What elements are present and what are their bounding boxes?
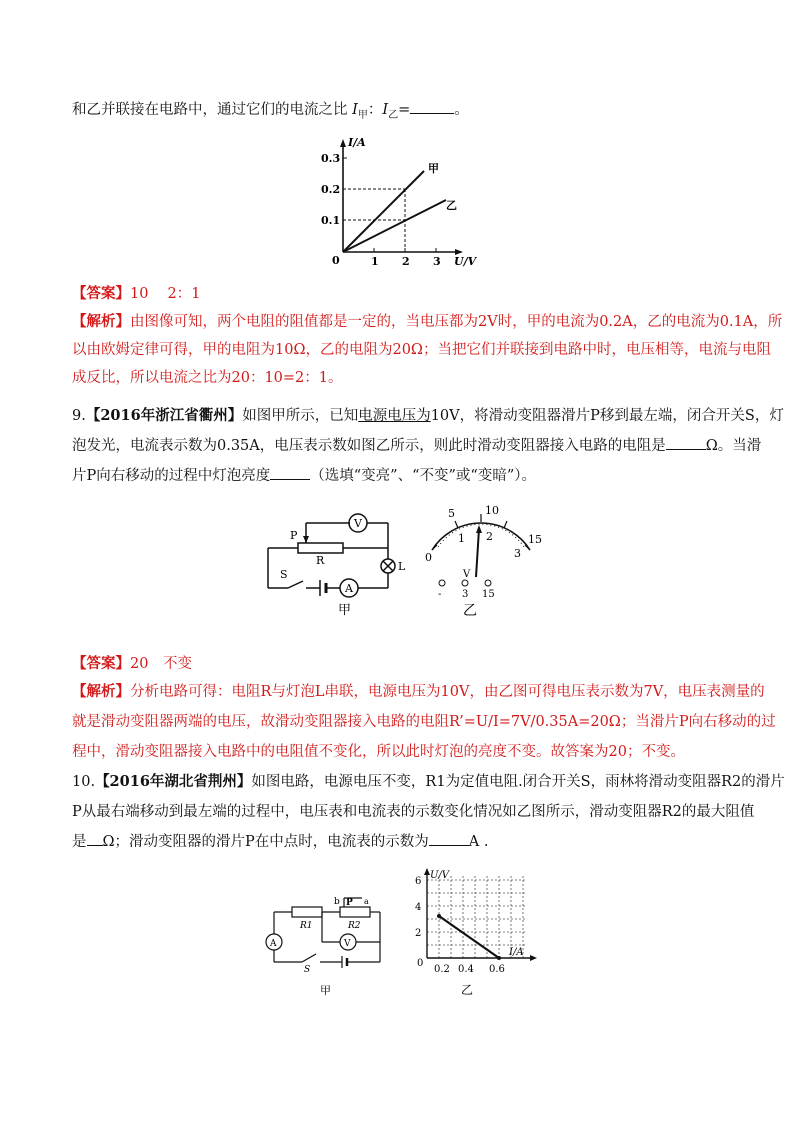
y-tick-label: 6 <box>415 876 422 887</box>
question-text: 是 <box>72 834 87 850</box>
question-number: 10. <box>72 774 96 790</box>
x-axis-label: U/V <box>454 255 477 268</box>
q10-circuit-diagram <box>262 890 392 1000</box>
figure-caption-yi: 乙 <box>463 603 477 619</box>
q10-question-line-2: P从最右端移动到最左端的过程中，电压表和电流表的示数变化情况如乙图所示，滑动变阻器R2的最大阻值 <box>72 804 755 820</box>
q9-question-line-3 <box>72 466 728 486</box>
scale-bottom-label: 3 <box>514 547 521 560</box>
q8-analysis-line-2: 以由欧姆定律可得，甲的电阻为10Ω，乙的电阻为20Ω；当把它们并联接到电路中时，电压相等，电流与电阻 <box>72 342 771 358</box>
question-text: Ω。当滑 <box>705 438 762 454</box>
question-text: 泡发光，电流表示数为0.35A，电压表示数如图乙所示，则此时滑动变阻器接入电路的电阻是 <box>72 438 666 454</box>
origin-label: 0 <box>332 254 340 267</box>
ammeter-label: A <box>345 582 353 595</box>
unit-label: V <box>463 569 471 580</box>
q10-ui-graph <box>405 866 540 1000</box>
q9-analysis-line-3: 程中，滑动变阻器接入电路中的电阻值不变化，所以此时灯泡的亮度不变。故答案为20；不变。 <box>72 744 685 760</box>
y-tick-label: 0.2 <box>321 183 341 196</box>
answer-tag: 【答案】 <box>72 285 130 302</box>
q9-circuit-diagram <box>258 508 418 620</box>
period: 。 <box>454 102 469 118</box>
q8-answer <box>72 284 728 304</box>
q9-analysis-line-1 <box>72 682 765 702</box>
figure-caption-jia: 甲 <box>320 984 331 997</box>
q9-analysis-line-2: 就是滑动变阻器两端的电压，故滑动变阻器接入电路的电阻R’=U/I=7V/0.35A=20Ω；当滑片P向右移动的过 <box>72 714 776 730</box>
ammeter-label: A <box>270 939 277 949</box>
underlined-text: 电源电压为 <box>358 408 431 424</box>
analysis-tag: 【解析】 <box>72 313 130 330</box>
series-label-yi: 乙 <box>446 199 457 212</box>
series-label-jia: 甲 <box>428 162 439 175</box>
origin-label: 0 <box>417 958 424 969</box>
question-number: 9. <box>72 408 86 424</box>
question-source: 【2016年湖北省荆州】 <box>95 773 252 790</box>
scale-top-label: 5 <box>448 507 455 520</box>
label-L: L <box>398 560 406 573</box>
q9-answer <box>72 654 728 674</box>
x-axis-label: I/A <box>509 947 524 958</box>
analysis-tag: 【解析】 <box>72 683 130 700</box>
scale-top-label: 15 <box>528 533 542 546</box>
answer-blank <box>270 479 310 480</box>
question-text: 片P向右移动的过程中灯泡亮度 <box>72 468 271 484</box>
y-axis-label: U/V <box>430 870 450 881</box>
label-P: P <box>290 529 298 542</box>
scale-bottom-label: 1 <box>458 532 465 545</box>
x-tick-label: 1 <box>371 255 379 268</box>
x-tick-label: 2 <box>402 255 410 268</box>
label-S: S <box>280 568 288 581</box>
q8-analysis-line-1 <box>72 312 783 332</box>
x-tick-label: 0.6 <box>489 964 505 975</box>
answer-blank <box>410 113 454 114</box>
iu-graph <box>318 134 478 272</box>
voltmeter-label: V <box>354 517 362 530</box>
answer-blank <box>429 845 469 846</box>
q8-analysis-line-3: 成反比，所以电流之比为20：10=2：1。 <box>72 370 343 386</box>
label-b: b <box>334 897 340 907</box>
analysis-text: 分析电路可得：电阻R与灯泡L串联，电源电压为10V，由乙图可得电压表示数为7V，电压表测量的 <box>130 684 765 700</box>
question-source: 【2016年浙江省衢州】 <box>85 407 243 424</box>
label-R: R <box>316 554 325 567</box>
current-symbol: I <box>382 102 389 118</box>
analysis-text: 由图像可知，两个电阻的阻值都是一定的，当电压都为2V时，甲的电流为0.2A，乙的电流为0.1A，所 <box>130 314 783 330</box>
current-symbol: I <box>352 102 358 118</box>
y-tick-label: 0.3 <box>321 152 341 165</box>
scale-top-label: 10 <box>485 505 499 517</box>
terminal-label: 3 <box>462 589 469 600</box>
x-tick-label: 3 <box>433 255 441 268</box>
subscript-yi: 乙 <box>388 109 399 121</box>
equals-sign: = <box>398 102 411 118</box>
answer-text: 10 2：1 <box>130 286 201 302</box>
scale-bottom-label: 2 <box>486 530 493 543</box>
voltmeter-label: V <box>344 939 351 949</box>
y-tick-label: 2 <box>415 928 422 939</box>
q9-voltmeter-dial <box>420 505 550 620</box>
answer-text: 20 不变 <box>130 656 192 672</box>
question-text: 如图电路，电源电压不变，R1为定值电阻.闭合开关S，雨林将滑动变阻器R2的滑片 <box>251 774 785 790</box>
q8-question-text: 和乙并联接在电路中，通过它们的电流之比 <box>72 102 353 118</box>
answer-tag: 【答案】 <box>72 655 130 672</box>
q10-question-line-1 <box>72 772 785 792</box>
x-tick-label: 0.2 <box>434 964 450 975</box>
q8-question-line <box>72 100 728 126</box>
figure-caption-yi: 乙 <box>461 983 474 997</box>
terminal-label: - <box>438 589 442 600</box>
y-axis-label: I/A <box>348 136 366 149</box>
label-P: P <box>346 898 353 908</box>
question-text: （选填“变亮”、“不变”或“变暗”）。 <box>310 468 536 484</box>
figure-caption-jia: 甲 <box>338 603 352 618</box>
y-tick-label: 0.1 <box>321 214 341 227</box>
label-R1: R1 <box>300 921 313 931</box>
q9-question-line-2 <box>72 436 762 456</box>
answer-blank <box>87 845 103 846</box>
y-tick-label: 4 <box>415 902 422 913</box>
ratio-colon: ： <box>367 102 383 118</box>
subscript-jia: 甲 <box>357 109 368 121</box>
question-text: Ω；滑动变阻器的滑片P在中点时，电流表的示数为 <box>102 834 429 850</box>
label-a: a <box>364 897 369 906</box>
x-tick-label: 0.4 <box>458 964 474 975</box>
question-text: 如图甲所示，已知 <box>242 408 359 424</box>
question-text: 10V，将滑动变阻器滑片P移到最左端，闭合开关S，灯 <box>430 408 784 424</box>
scale-bottom-label: 0 <box>425 551 432 564</box>
terminal-label: 15 <box>482 589 495 600</box>
label-R2: R2 <box>348 921 361 931</box>
label-S: S <box>304 965 311 975</box>
q10-question-line-3 <box>72 832 728 852</box>
question-text: A . <box>468 834 489 850</box>
q9-question-line-1 <box>72 406 784 426</box>
answer-blank <box>666 449 706 450</box>
